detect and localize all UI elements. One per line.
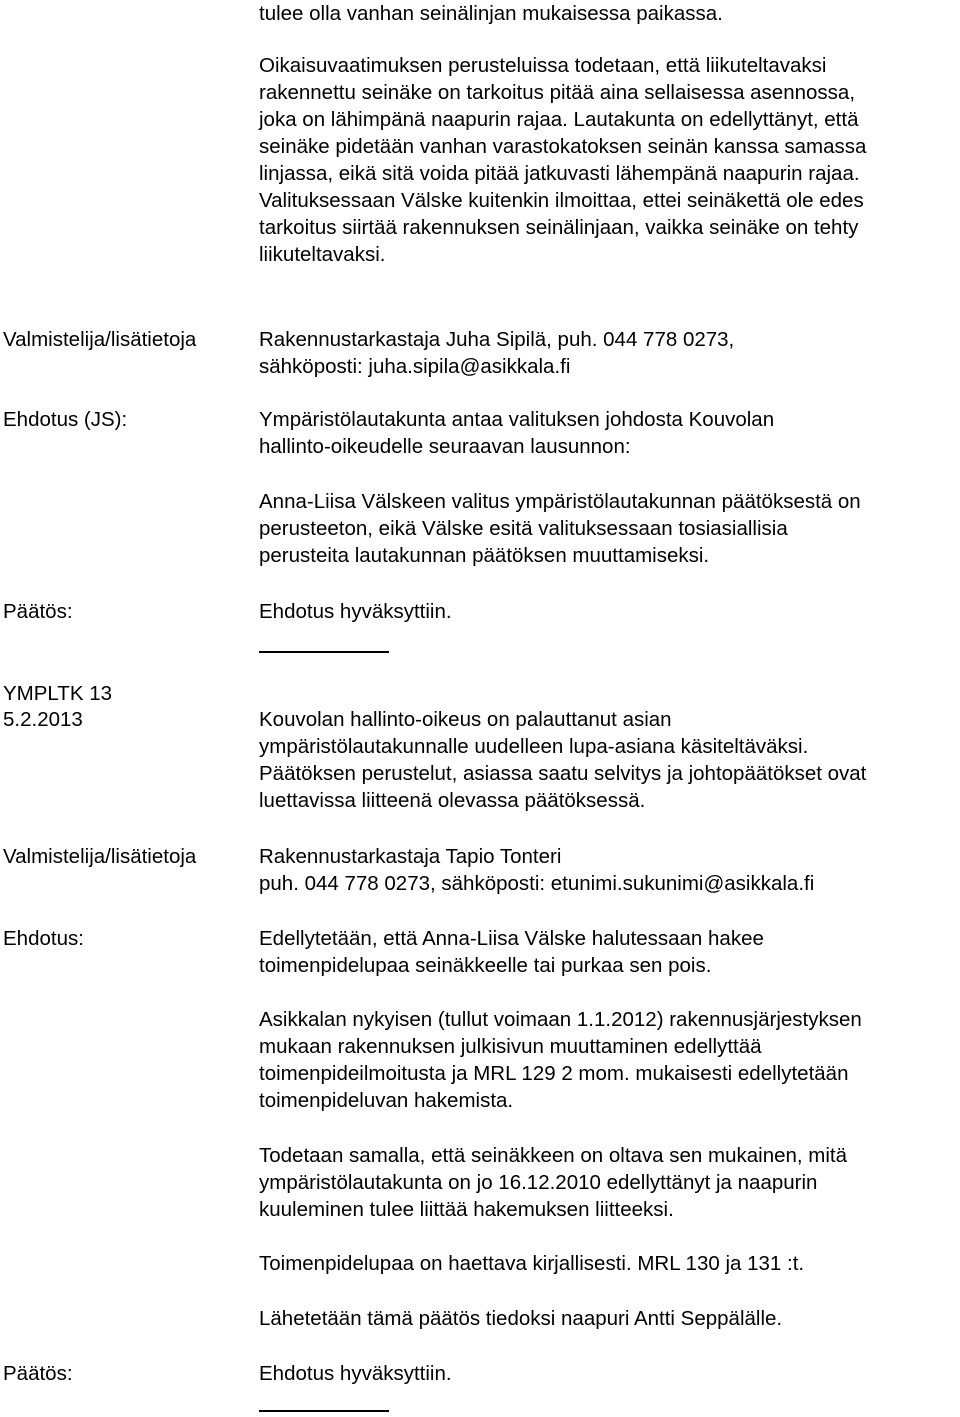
paragraph-line: Todetaan samalla, että seinäkkeen on oltava sen mukainen, mitä [259, 1144, 848, 1167]
paragraph-line: toimenpideilmoitusta ja MRL 129 2 mom. mukaisesti edellytetään [259, 1062, 849, 1085]
decision-label: Päätös: [3, 600, 73, 623]
intro-line: ympäristölautakunnalle uudelleen lupa-asiana käsiteltäväksi. [259, 735, 809, 758]
preparer-line: Rakennustarkastaja Juha Sipilä, puh. 044 778 0273, [259, 328, 735, 351]
rationale-line: Valituksessaan Välske kuitenkin ilmoittaa, ettei seinäkettä ole edes [259, 189, 864, 212]
proposal-label: Ehdotus: [3, 927, 84, 950]
proposal-line: Ympäristölautakunta antaa valituksen johdosta Kouvolan [259, 408, 775, 431]
paragraph-line: Asikkalan nykyisen (tullut voimaan 1.1.2012) rakennusjärjestyksen [259, 1008, 862, 1031]
paragraph-line: mukaan rakennuksen julkisivun muuttaminen edellyttää [259, 1035, 762, 1058]
preparer-line: Rakennustarkastaja Tapio Tonteri [259, 845, 562, 868]
proposal-line: Edellytetään, että Anna-Liisa Välske halutessaan hakee [259, 927, 764, 950]
paragraph-line: kuuleminen tulee liittää hakemuksen liitteeksi. [259, 1198, 674, 1221]
continuation-line: tulee olla vanhan seinälinjan mukaisessa paikassa. [259, 2, 723, 25]
preparer-email-line: sähköposti: juha.sipila@asikkala.fi [259, 355, 571, 378]
rationale-line: rakennettu seinäke on tarkoitus pitää aina sellaisessa asennossa, [259, 81, 856, 104]
preparer-label: Valmistelija/lisätietoja [3, 328, 197, 351]
section-reference: YMPLTK 13 [3, 682, 112, 705]
paragraph-line: ympäristölautakunta on jo 16.12.2010 edellyttänyt ja naapurin [259, 1171, 818, 1194]
proposal-line: hallinto-oikeudelle seuraavan lausunnon: [259, 435, 631, 458]
decision-underline [259, 1410, 389, 1412]
intro-line: luettavissa liitteenä olevassa päätöksessä. [259, 789, 646, 812]
rationale-line: Oikaisuvaatimuksen perusteluissa todetaan, että liikuteltavaksi [259, 54, 827, 77]
proposal-label: Ehdotus (JS): [3, 408, 128, 431]
decision-text: Ehdotus hyväksyttiin. [259, 1362, 452, 1385]
rationale-line: liikuteltavaksi. [259, 243, 386, 266]
statement-line: perusteeton, eikä Välske esitä valituksessaan tosiasiallisia [259, 517, 788, 540]
preparer-label: Valmistelija/lisätietoja [3, 845, 197, 868]
decision-underline [259, 651, 389, 653]
rationale-line: tarkoitus siirtää rakennuksen seinälinjaan, vaikka seinäke on tehty [259, 216, 859, 239]
decision-label: Päätös: [3, 1362, 73, 1385]
proposal-line: toimenpidelupaa seinäkkeelle tai purkaa sen pois. [259, 954, 712, 977]
rationale-line: linjassa, eikä sitä voida pitää jatkuvasti lähempänä naapurin rajaa. [259, 162, 860, 185]
decision-text: Ehdotus hyväksyttiin. [259, 600, 452, 623]
statement-line: perusteita lautakunnan päätöksen muuttamiseksi. [259, 544, 710, 567]
paragraph-line: toimenpideluvan hakemista. [259, 1089, 514, 1112]
paragraph-line: Lähetetään tämä päätös tiedoksi naapuri Antti Seppälälle. [259, 1307, 783, 1330]
rationale-line: joka on lähimpänä naapurin rajaa. Lautakunta on edellyttänyt, että [259, 108, 859, 131]
section-date: 5.2.2013 [3, 708, 83, 731]
intro-line: Kouvolan hallinto-oikeus on palauttanut asian [259, 708, 672, 731]
paragraph-line: Toimenpidelupaa on haettava kirjallisesti. MRL 130 ja 131 :t. [259, 1252, 805, 1275]
preparer-contact-line: puh. 044 778 0273, sähköposti: etunimi.sukunimi@asikkala.fi [259, 872, 815, 895]
statement-line: Anna-Liisa Välskeen valitus ympäristölautakunnan päätöksestä on [259, 490, 861, 513]
rationale-line: seinäke pidetään vanhan varastokatoksen seinän kanssa samassa [259, 135, 867, 158]
intro-line: Päätöksen perustelut, asiassa saatu selvitys ja johtopäätökset ovat [259, 762, 867, 785]
